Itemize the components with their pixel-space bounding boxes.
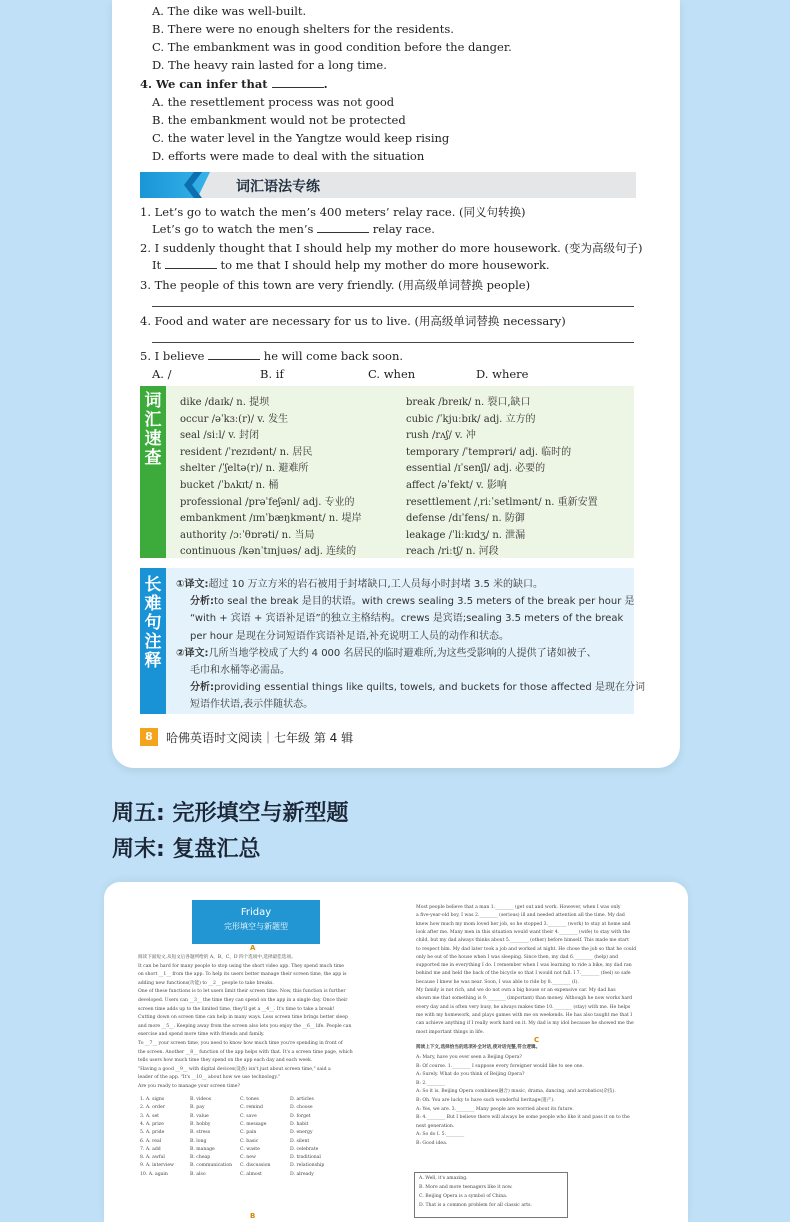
- exercise-text: Let’s go to watch the men’s: [152, 222, 314, 236]
- cloze-line: 阅读下面短文,从短文后各题所给的 A、B、C、D 四个选项中,选择最佳选项。: [138, 955, 296, 960]
- exercise-1-answer: [152, 222, 435, 236]
- vocab-entry: professional /prəˈfeʃənl/ adj. 专业的: [180, 496, 355, 508]
- option-cell: C. new: [240, 1155, 256, 1161]
- exercise-5: [140, 349, 403, 363]
- vocab-entry: cubic /ˈkjuːbɪk/ adj. 立方的: [406, 413, 536, 425]
- annotation-line: [176, 644, 597, 659]
- exercise-text: 5. I believe: [140, 349, 205, 363]
- exercise-text: relay race.: [372, 222, 435, 236]
- annotation-text: per hour 是现在分词短语作宾语补足语,补充说明工人员的动作和状态。: [190, 630, 510, 642]
- annotation-text: 毛巾和水桶等必需品。: [190, 665, 290, 676]
- annotation-label: 分析:: [190, 682, 214, 694]
- option-cell: 7. A. add: [140, 1146, 161, 1152]
- section-a-label: A: [250, 944, 256, 952]
- q4-stem-text: 4. We can infer that: [140, 77, 268, 91]
- option-cell: D. choose: [290, 1105, 313, 1111]
- dialog-line: A: Yes, we are. 3.________ Many people are worried about its future.: [416, 1106, 574, 1112]
- dialog-line: A: Surely. What do you think of Beijing Opera?: [416, 1072, 525, 1078]
- vocab-entry: embankment /ɪmˈbæŋkmənt/ n. 堤岸: [180, 513, 362, 525]
- passage-line: me with my homework, and plays games with me on weekends. He has also taught me that I: [416, 1012, 633, 1018]
- annotation-text: 短语作状语,表示伴随状态。: [190, 699, 314, 711]
- option-cell: D. celebrate: [290, 1146, 319, 1152]
- option-cell: D. energy: [290, 1130, 313, 1136]
- cloze-line: "Having a good __9__ with digital devices(设备) isn't just about screen time," said a: [138, 1066, 331, 1072]
- q3-option-b: B. There were no enough shelters for the residents.: [152, 22, 454, 36]
- exercise-3: 3. The people of this town are very friendly. (用高级单词替换 people): [140, 278, 531, 292]
- dialog-option: A. Well, it's amazing.: [419, 1176, 468, 1181]
- annotation-line: [190, 678, 645, 693]
- passage-line: can achieve anything if I really work hard on it. My dad is my idol because he showed me the: [416, 1021, 634, 1027]
- answer-line[interactable]: [152, 342, 634, 343]
- cloze-line: the screen. Another __8__ function of the app helps with that. It's a screen time page, which: [138, 1049, 353, 1055]
- annotation-text: to seal the break 是目的状语。with crews sealing 3.5 meters of the break per hour 是: [214, 596, 635, 608]
- option-cell: 8. A. awful: [140, 1155, 165, 1161]
- annotation-text: providing essential things like quilts, towels, and buckets for those affected 是现在分词: [214, 682, 645, 694]
- dialog-line: B: 2.________: [416, 1080, 446, 1086]
- option-cell: C. basic: [240, 1138, 259, 1144]
- cloze-line: Are you ready to manage your screen time?: [138, 1084, 240, 1089]
- answer-blank[interactable]: [165, 258, 217, 269]
- friday-banner: [192, 900, 320, 944]
- option-cell: D. forget: [290, 1113, 311, 1119]
- passage-line: to respect him. My dad later took a job and worked at night. He chose the job so that he could: [416, 946, 637, 952]
- annotation-line: [190, 695, 313, 710]
- option-cell: B. manage: [190, 1146, 215, 1152]
- dialog-line: A: Mary, have you ever seen a Beijing Opera?: [416, 1055, 522, 1060]
- dialog-line: B: Of course. 1.________ I suppose every foreigner would like to see one.: [416, 1063, 584, 1069]
- passage-line: because I knew he was near. Soon, I was able to ride by 8.________ (I).: [416, 979, 579, 985]
- cloze-line: tells users how much time they spend on the app each day and each week.: [138, 1058, 313, 1064]
- passage-line: a five-year-old boy, I was 2.________ (serious) ill and needed attention all the time. My dad: [416, 913, 625, 919]
- annotation-text: “with + 宾语 + 宾语补足语”的独立主格结构。crews 是宾语;sealing 3.5 meters of the break: [190, 613, 624, 625]
- cloze-line: leader of the app. "It's __10__ about how we use technology.": [138, 1075, 281, 1081]
- option-cell: C. save: [240, 1113, 257, 1119]
- section-banner: [140, 172, 636, 198]
- vocab-entry: essential /ɪˈsenʃl/ adj. 必要的: [406, 463, 546, 475]
- passage-line: only be out of the house when I was sleeping. Since then, my dad 6.________ (help) and: [416, 954, 619, 960]
- answer-blank: [272, 77, 324, 88]
- q5-option-c: C. when: [368, 367, 416, 381]
- option-cell: C. message: [240, 1121, 267, 1127]
- vocab-entry: temporary /ˈtemprəri/ adj. 临时的: [406, 446, 572, 458]
- cloze-line: It can be hard for many people to stop using the short video app. They spend much time: [138, 963, 345, 969]
- friday-page-preview: [104, 882, 688, 1222]
- vocab-entry: affect /əˈfekt/ v. 影响: [406, 480, 507, 491]
- vocab-entry: rush /rʌʃ/ v. 冲: [406, 430, 476, 442]
- dialog-line: A: So do I. 5.________: [416, 1132, 465, 1138]
- annotation-line: [176, 575, 543, 590]
- option-cell: 1. A. signs: [140, 1097, 165, 1102]
- cloze-line: One of these functions is to let users limit their screen time. Now, this function is further: [138, 989, 346, 995]
- vocab-entry: resident /ˈrezɪdənt/ n. 居民: [180, 446, 313, 458]
- long-sentence-tab: [140, 568, 166, 714]
- annotation-line: [190, 661, 290, 676]
- option-cell: 2. A. order: [140, 1105, 165, 1111]
- vocab-entry: leakage /ˈliːkɪdʒ/ n. 泄漏: [406, 529, 526, 541]
- option-cell: B. cheap: [190, 1155, 211, 1161]
- q4-stem-end: .: [323, 77, 328, 91]
- option-cell: 3. A. set: [140, 1113, 160, 1119]
- dialog-line: B: Good idea.: [416, 1141, 448, 1146]
- passage-line: behind me and held the back of the bicycle so that I would not fall. I 7.________ (feel) so safe: [416, 971, 631, 977]
- section-c-label: C: [534, 1036, 540, 1044]
- dialog-option: D. That is a common problem for all classic arts.: [419, 1203, 532, 1208]
- option-cell: B. long: [190, 1138, 207, 1144]
- vocab-entry: bucket /ˈbʌkɪt/ n. 桶: [180, 480, 279, 491]
- vocab-tab: [140, 386, 166, 558]
- vocab-entry: occur /əˈkɜː(r)/ v. 发生: [180, 413, 289, 425]
- option-cell: 4. A. prize: [140, 1121, 164, 1127]
- annotation-line: [190, 609, 623, 624]
- vocab-entry: dike /daɪk/ n. 提坝: [180, 397, 270, 408]
- q5-option-d: D. where: [476, 367, 529, 381]
- q4-option-d: D. efforts were made to deal with the situation: [152, 149, 425, 163]
- q5-option-b: B. if: [260, 367, 284, 381]
- dialog-options-box: [414, 1172, 568, 1218]
- vocab-entry: defense /dɪˈfens/ n. 防御: [406, 513, 525, 525]
- vocab-entry: reach /riːtʃ/ n. 河段: [406, 546, 499, 558]
- option-cell: 5. A. pride: [140, 1130, 165, 1136]
- q4-stem: [140, 77, 328, 91]
- banner-stripe: [140, 172, 210, 198]
- cloze-line: Cutting down on screen time can help in many ways. Less screen time brings better sleep: [138, 1015, 348, 1021]
- passage-line: child, but my dad always thinks about 5.________ (other) before himself. This made me start: [416, 938, 629, 944]
- annotation-label: ①译文:: [176, 579, 209, 590]
- friday-banner-subtitle: 完形填空与新题型: [224, 922, 288, 931]
- vocab-entry: continuous /kənˈtɪnjuəs/ adj. 连续的: [180, 546, 357, 558]
- vocab-panel: [140, 386, 634, 558]
- dialog-line: next generation.: [416, 1123, 455, 1129]
- option-cell: C. remind: [240, 1105, 263, 1111]
- dialog-instruction: 阅读上下文,选择恰当的选项补全对话,使对话完整,符合逻辑。: [416, 1045, 541, 1050]
- option-cell: B. hobby: [190, 1121, 211, 1127]
- option-cell: B. pay: [190, 1105, 205, 1111]
- friday-banner-title: Friday: [240, 907, 272, 918]
- option-cell: D. habit: [290, 1121, 309, 1127]
- option-cell: 9. A. interview: [140, 1163, 174, 1169]
- q3-option-c: C. The embankment was in good condition before the danger.: [152, 40, 512, 54]
- exercise-text: to me that I should help my mother do more housework.: [220, 258, 550, 272]
- option-cell: C. discussion: [240, 1163, 271, 1169]
- cloze-line: and more __5__. Keeping away from the screen also lets you enjoy the __6__ life. People can: [138, 1023, 352, 1029]
- annotation-label: 分析:: [190, 596, 214, 608]
- cloze-line: screen time adds up to the limited time, they'll get a __4__. It's time to take a break!: [138, 1006, 335, 1012]
- workbook-page: [112, 0, 680, 768]
- cloze-line: To __7__ your screen time, you need to know how much time you're spending in front of: [138, 1041, 343, 1046]
- passage-line: My family is not rich, and we do not own a big house or an expensive car. My dad has: [416, 988, 616, 993]
- answer-line[interactable]: [152, 306, 634, 307]
- long-sentence-panel: [140, 568, 645, 714]
- answer-blank[interactable]: [208, 349, 260, 360]
- option-cell: B. stress: [190, 1130, 211, 1136]
- q4-option-c: C. the water level in the Yangtze would keep rising: [152, 131, 450, 145]
- passage-line: supported me in everything I do. I remember when I was learning to ride a bike, my dad ran: [416, 963, 632, 969]
- section-title: 词汇语法专练: [236, 179, 320, 195]
- dialog-line: B: 4.________ But I believe there will always be some people who like it and pass it on to the: [416, 1115, 630, 1121]
- passage-line: every day and is often very busy, he always makes time 10.________ (stay) with me. He helps: [416, 1004, 631, 1010]
- passage-line: knew how much my mom loved her job, so he stopped 3.________ (work) to stay at home and: [416, 921, 631, 927]
- q3-option-d: D. The heavy rain lasted for a long time.: [152, 58, 387, 72]
- exercise-2: 2. I suddenly thought that I should help my mother do more housework. (变为高级句子): [140, 241, 643, 255]
- passage-line: Most people believe that a man 1.________ (get out and work. However, when I was only: [416, 905, 621, 910]
- passage-line: most important things in life.: [416, 1029, 485, 1035]
- option-cell: C. pain: [240, 1130, 257, 1136]
- option-cell: D. already: [290, 1171, 314, 1177]
- vocab-entry: authority /ɔːˈθɒrəti/ n. 当局: [180, 529, 315, 541]
- exercise-text: It: [152, 258, 162, 272]
- option-cell: D. relationship: [290, 1163, 325, 1169]
- passage-line: shown me that something is 9.________ (important) than money. Although he now works hard: [416, 996, 633, 1002]
- option-cell: B. videos: [190, 1097, 212, 1102]
- option-cell: C. almost: [240, 1171, 262, 1177]
- section-b-label: B: [250, 1212, 256, 1220]
- option-cell: B. communication: [190, 1163, 233, 1169]
- vocab-entry: seal /siːl/ v. 封闭: [180, 430, 260, 442]
- long-sentence-tab-label: 长难句注释: [144, 575, 162, 671]
- dialog-option: C. Beijing Opera is a symbol of China.: [419, 1194, 508, 1199]
- cloze-line: on short __1__ from the app. To help its users better manage their screen time, the app is: [138, 972, 347, 978]
- vocab-tab-label: 词汇速查: [144, 391, 162, 468]
- vocab-entry: break /breɪk/ n. 裂口,缺口: [406, 397, 531, 408]
- passage-line: look after me. Many men in this situation would want their 4.________ (wife) to stay with the: [416, 929, 631, 935]
- option-cell: 6. A. real: [140, 1138, 162, 1144]
- q3-option-a: A. The dike was well-built.: [152, 4, 307, 18]
- option-cell: B. value: [190, 1113, 209, 1119]
- exercise-2-answer: [152, 258, 550, 272]
- weekend-heading: 周末: 复盘汇总: [112, 837, 261, 862]
- friday-heading: 周五: 完形填空与新型题: [112, 801, 349, 826]
- vocab-entry: resettlement /ˌriːˈsetlmənt/ n. 重新安置: [406, 496, 598, 508]
- annotation-label: ②译文:: [176, 647, 209, 659]
- option-cell: B. also: [190, 1171, 206, 1177]
- q4-option-a: A. the resettlement process was not good: [152, 95, 395, 109]
- dialog-line: B: Oh. You are lucky to have such wonderful heritage(遗产).: [416, 1098, 555, 1103]
- option-cell: C. waste: [240, 1146, 260, 1152]
- answer-blank[interactable]: [317, 222, 369, 233]
- option-cell: D. articles: [290, 1097, 314, 1102]
- cloze-line: adding new functions(功能) to __2__ people to take breaks.: [138, 980, 274, 986]
- option-cell: D. silent: [290, 1138, 310, 1144]
- option-cell: D. traditional: [290, 1155, 321, 1161]
- q4-option-b: B. the embankment would not be protected: [152, 113, 406, 127]
- cloze-line: exercise and spend more time with friends and family.: [138, 1032, 265, 1038]
- option-cell: 10. A. again: [140, 1171, 168, 1177]
- annotation-line: [190, 592, 634, 607]
- cloze-line: developed. Users can __3__ the time they can spend on the app in a single day. Once their: [138, 998, 348, 1003]
- annotation-text: 超过 10 万立方米的岩石被用于封堵缺口,工人员每小时封堵 3.5 米的缺口。: [208, 579, 543, 590]
- annotation-line: [190, 627, 509, 642]
- q5-option-a: A. /: [152, 367, 172, 381]
- dialog-option: B. More and more teenagers like it now.: [419, 1185, 513, 1190]
- vocab-entry: shelter /ˈʃeltə(r)/ n. 避难所: [180, 463, 309, 475]
- page-number: 8: [140, 728, 158, 746]
- dialog-line: A: So it is. Beijing Opera combines(融合) music, drama, dancing, and acrobatics(杂技).: [416, 1089, 616, 1095]
- footer-title: 哈佛英语时文阅读｜七年级 第 4 辑: [166, 731, 354, 745]
- exercise-text: he will come back soon.: [263, 349, 404, 363]
- annotation-text: 几所当地学校成了大约 4 000 名居民的临时避难所,为这些受影响的人提供了诸如被子、: [208, 647, 597, 659]
- exercise-4: 4. Food and water are necessary for us to live. (用高级单词替换 necessary): [140, 314, 566, 328]
- exercise-1: 1. Let’s go to watch the men’s 400 meters’ relay race. (同义句转换): [140, 205, 526, 219]
- option-cell: C. tones: [240, 1097, 259, 1102]
